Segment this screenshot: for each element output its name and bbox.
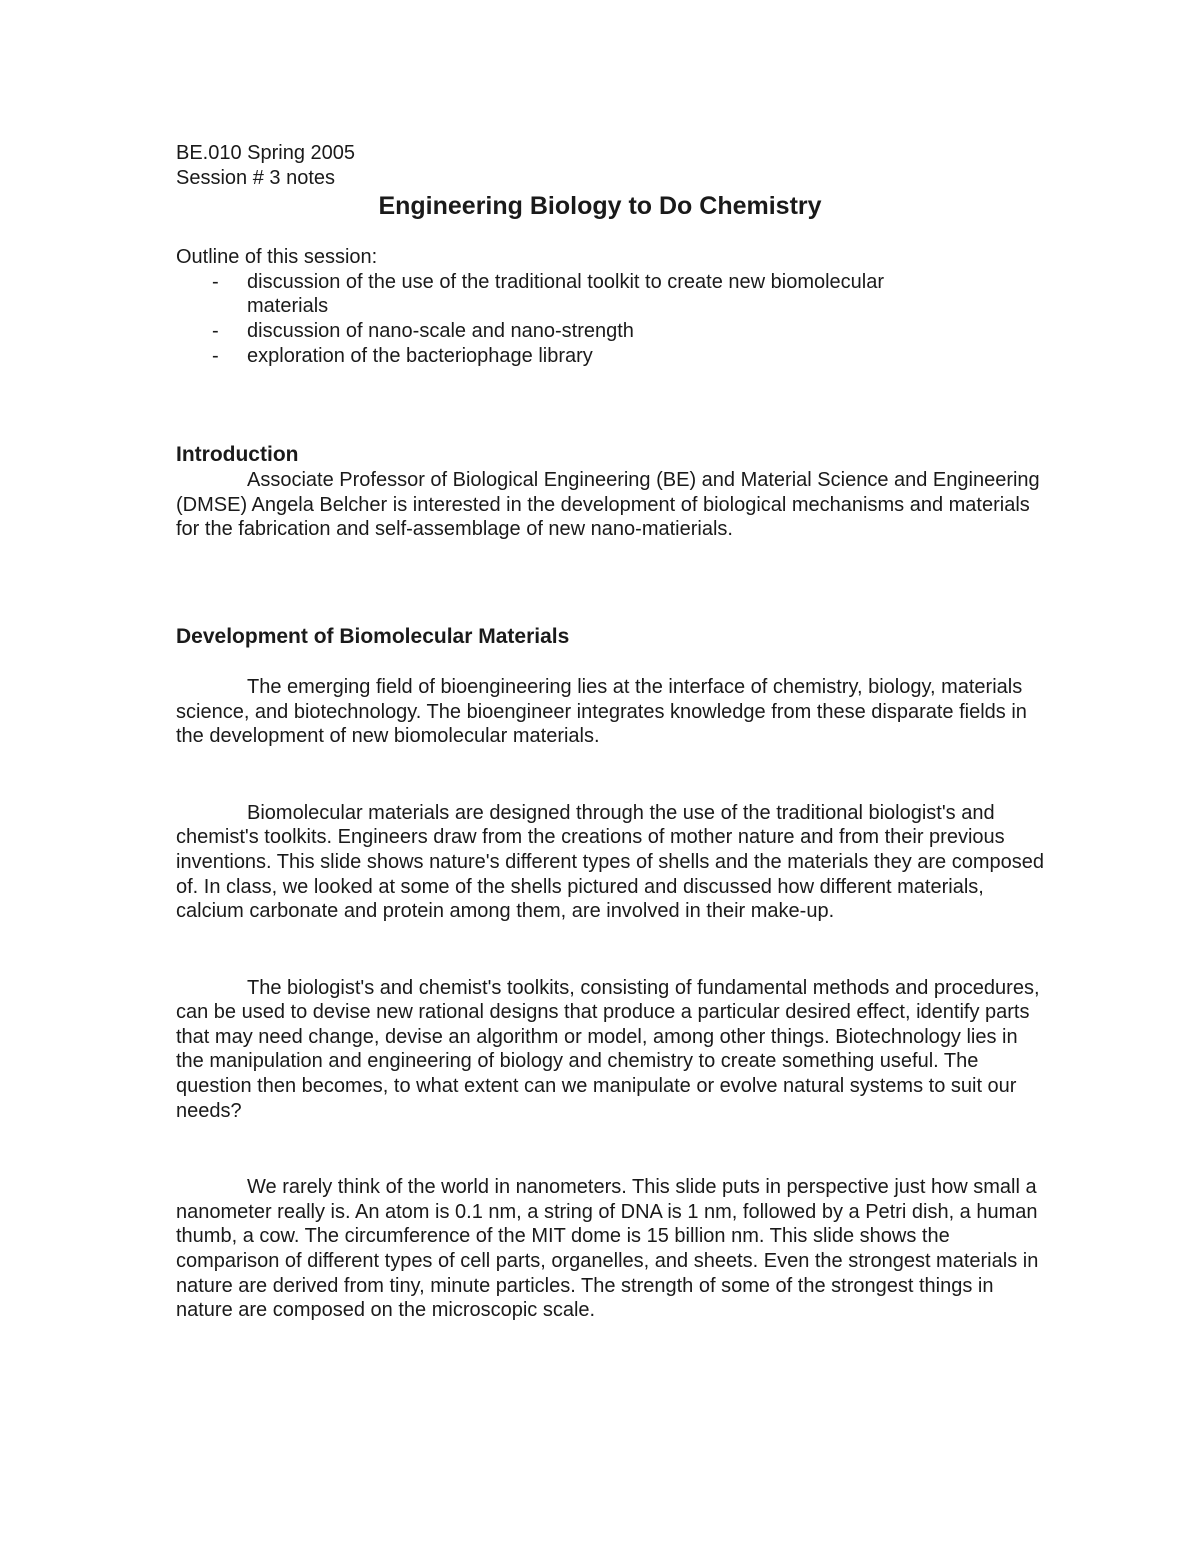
- bullet-dash: -: [212, 270, 219, 293]
- outline-item-text: exploration of the bacteriophage library: [247, 344, 593, 367]
- course-line: BE.010 Spring 2005: [176, 142, 356, 164]
- development-paragraph: The biologist's and chemist's toolkits, consisting of fundamental methods and procedures, can be used to devise new rational designs that produce a particular desired effect, identify parts that may need change, devise an algorithm or model, among other things. Biotechnology lies in the manipulation and engineering of biology and chemistry to create something useful. The question then becomes, to what extent can we manipulate or evolve natural systems to suit our needs?: [176, 976, 1040, 1122]
- document-title: Engineering Biology to Do Chemistry: [378, 192, 822, 221]
- development-heading: Development of Biomolecular Materials: [176, 624, 570, 648]
- outline-item: [176, 270, 967, 319]
- session-line: Session # 3 notes: [176, 166, 335, 189]
- bullet-dash: -: [212, 319, 219, 342]
- development-paragraph: Biomolecular materials are designed through the use of the traditional biologist's and chemist's toolkits. Engineers draw from the creations of mother nature and from their previous inventions. This slide shows nature's different types of shells and the materials they are composed of. In class, we looked at some of the shells pictured and discussed how different materials, calcium carbonate and protein among them, are involved in their make-up.: [176, 801, 1044, 923]
- outline-item: [176, 319, 967, 344]
- outline-list: [176, 270, 1046, 368]
- introduction-heading: Introduction: [176, 443, 299, 467]
- introduction-paragraph: Associate Professor of Biological Engineering (BE) and Material Science and Engineering (DMSE) Angela Belcher is interested in the development of biological mechanisms and materials for the fabrication and self-assemblage of new nano-matierials.: [176, 469, 1040, 541]
- bullet-dash: -: [212, 344, 219, 367]
- outline-item-text: discussion of the use of the traditional toolkit to create new biomolecular materials: [247, 270, 885, 318]
- development-paragraph: The emerging field of bioengineering lies at the interface of chemistry, biology, materials science, and biotechnology. The bioengineer integrates knowledge from these disparate fields in the development of new biomolecular materials.: [176, 675, 1027, 748]
- outline-item-text: discussion of nano-scale and nano-strength: [247, 319, 634, 342]
- outline-item: [176, 344, 967, 369]
- document-page: [176, 141, 1046, 1323]
- development-paragraph: We rarely think of the world in nanometers. This slide puts in perspective just how small a nanometer really is. An atom is 0.1 nm, a string of DNA is 1 nm, followed by a Petri dish, a human thumb, a cow. The circumference of the MIT dome is 15 billion nm. This slide shows the comparison of different types of cell parts, organelles, and sheets. Even the strongest materials in nature are derived from tiny, minute particles. The strength of some of the strongest things in nature are composed on the microscopic scale.: [176, 1176, 1039, 1322]
- outline-label: Outline of this session:: [176, 246, 378, 269]
